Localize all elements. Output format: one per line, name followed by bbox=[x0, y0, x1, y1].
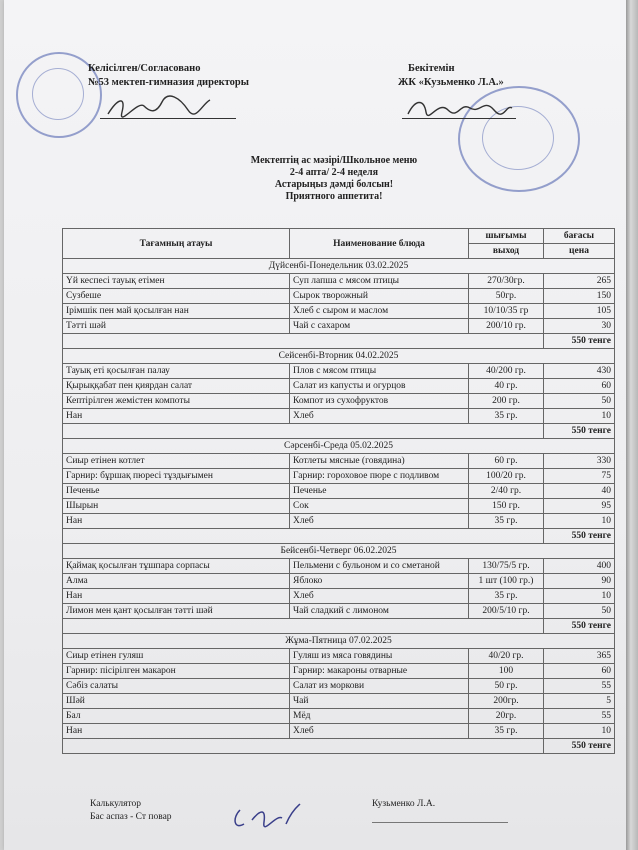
approver-signature-line bbox=[402, 118, 516, 119]
day-total: 550 тенге bbox=[544, 739, 615, 754]
day-row bbox=[63, 439, 615, 454]
col-header-price-ru: цена bbox=[544, 244, 615, 259]
chef-label: Бас аспаз - Ст повар bbox=[90, 812, 172, 822]
dish-portion: 50гр. bbox=[469, 289, 544, 304]
day-label: Сәрсенбі-Среда 05.02.2025 bbox=[63, 439, 615, 454]
total-row bbox=[63, 529, 615, 544]
dish-kz: Нан bbox=[63, 409, 290, 424]
dish-ru: Яблоко bbox=[290, 574, 469, 589]
cook-name: Кузьменко Л.А. bbox=[372, 799, 436, 809]
table-row bbox=[63, 274, 615, 289]
dish-price: 60 bbox=[544, 379, 615, 394]
dish-ru: Суп лапша с мясом птицы bbox=[290, 274, 469, 289]
dish-kz: Қырыққабат пен қиярдан салат bbox=[63, 379, 290, 394]
table-row bbox=[63, 319, 615, 334]
day-total: 550 тенге bbox=[544, 619, 615, 634]
day-total: 550 тенге bbox=[544, 529, 615, 544]
day-label: Сейсенбі-Вторник 04.02.2025 bbox=[63, 349, 615, 364]
table-row bbox=[63, 484, 615, 499]
title-line-2: 2-4 апта/ 2-4 неделя bbox=[289, 167, 379, 178]
dish-price: 10 bbox=[544, 514, 615, 529]
dish-portion: 40/200 гр. bbox=[469, 364, 544, 379]
dish-price: 90 bbox=[544, 574, 615, 589]
dish-kz: Тауық еті қосылған палау bbox=[63, 364, 290, 379]
menu-table bbox=[62, 228, 615, 754]
director-label: №53 мектеп-гимназия директоры bbox=[88, 77, 249, 88]
approval-right bbox=[398, 62, 504, 90]
dish-kz: Тәтті шәй bbox=[63, 319, 290, 334]
dish-kz: Сиыр етінен гуляш bbox=[63, 649, 290, 664]
dish-price: 10 bbox=[544, 724, 615, 739]
table-row bbox=[63, 289, 615, 304]
footer-left bbox=[90, 798, 172, 824]
table-row bbox=[63, 379, 615, 394]
dish-ru: Чай сладкий с лимоном bbox=[290, 604, 469, 619]
dish-kz: Бал bbox=[63, 709, 290, 724]
dish-ru: Пельмени с бульоном и со сметаной bbox=[290, 559, 469, 574]
dish-kz: Печенье bbox=[63, 484, 290, 499]
dish-ru: Чай bbox=[290, 694, 469, 709]
background-edge bbox=[626, 0, 638, 850]
dish-ru: Салат из моркови bbox=[290, 679, 469, 694]
footer-signature-line bbox=[372, 822, 508, 823]
total-spacer bbox=[63, 529, 544, 544]
dish-kz: Алма bbox=[63, 574, 290, 589]
dish-kz: Гарнир: пісірілген макарон bbox=[63, 664, 290, 679]
dish-price: 330 bbox=[544, 454, 615, 469]
table-row bbox=[63, 724, 615, 739]
dish-portion: 200гр. bbox=[469, 694, 544, 709]
dish-price: 430 bbox=[544, 364, 615, 379]
dish-price: 10 bbox=[544, 409, 615, 424]
day-row bbox=[63, 349, 615, 364]
table-row bbox=[63, 469, 615, 484]
dish-portion: 2/40 гр. bbox=[469, 484, 544, 499]
dish-price: 50 bbox=[544, 394, 615, 409]
day-total: 550 тенге bbox=[544, 424, 615, 439]
dish-ru: Сок bbox=[290, 499, 469, 514]
table-row bbox=[63, 709, 615, 724]
dish-kz: Гарнир: бұршақ пюресі тұздығымен bbox=[63, 469, 290, 484]
dish-price: 10 bbox=[544, 589, 615, 604]
dish-kz: Нан bbox=[63, 514, 290, 529]
day-label: Дүйсенбі-Понедельник 03.02.2025 bbox=[63, 259, 615, 274]
dish-portion: 35 гр. bbox=[469, 514, 544, 529]
day-label: Бейсенбі-Четверг 06.02.2025 bbox=[63, 544, 615, 559]
footer-right bbox=[372, 798, 435, 811]
dish-kz: Ірімшік пен май қосылған нан bbox=[63, 304, 290, 319]
table-row bbox=[63, 604, 615, 619]
day-row bbox=[63, 634, 615, 649]
dish-ru: Печенье bbox=[290, 484, 469, 499]
approved-label: Бекітемін bbox=[408, 63, 455, 74]
menu-sheet bbox=[4, 0, 626, 850]
dish-ru: Хлеб bbox=[290, 514, 469, 529]
dish-price: 265 bbox=[544, 274, 615, 289]
dish-price: 50 bbox=[544, 604, 615, 619]
dish-price: 55 bbox=[544, 679, 615, 694]
table-row bbox=[63, 364, 615, 379]
dish-ru: Хлеб bbox=[290, 724, 469, 739]
total-row bbox=[63, 619, 615, 634]
company-label: ЖК «Кузьменко Л.А.» bbox=[398, 77, 504, 88]
table-row bbox=[63, 394, 615, 409]
dish-kz: Нан bbox=[63, 589, 290, 604]
dish-kz: Лимон мен қант қосылған тәтті шәй bbox=[63, 604, 290, 619]
title-line-1: Мектептің ас мәзірі/Школьное меню bbox=[250, 155, 418, 166]
title-line-4: Приятного аппетита! bbox=[285, 191, 383, 202]
table-row bbox=[63, 454, 615, 469]
dish-portion: 200 гр. bbox=[469, 394, 544, 409]
dish-kz: Кептірілген жемістен компоты bbox=[63, 394, 290, 409]
dish-price: 95 bbox=[544, 499, 615, 514]
table-row bbox=[63, 304, 615, 319]
dish-ru: Гарнир: макароны отварные bbox=[290, 664, 469, 679]
dish-price: 30 bbox=[544, 319, 615, 334]
chef-signature bbox=[230, 800, 304, 834]
dish-ru: Гуляш из мяса говядины bbox=[290, 649, 469, 664]
dish-portion: 100/20 гр. bbox=[469, 469, 544, 484]
day-row bbox=[63, 544, 615, 559]
table-row bbox=[63, 574, 615, 589]
table-row bbox=[63, 499, 615, 514]
total-row bbox=[63, 334, 615, 349]
approver-signature bbox=[404, 94, 516, 124]
dish-kz: Сиыр етінен котлет bbox=[63, 454, 290, 469]
dish-kz: Шәй bbox=[63, 694, 290, 709]
dish-portion: 200/5/10 гр. bbox=[469, 604, 544, 619]
dish-ru: Сырок творожный bbox=[290, 289, 469, 304]
dish-ru: Компот из сухофруктов bbox=[290, 394, 469, 409]
dish-ru: Плов с мясом птицы bbox=[290, 364, 469, 379]
day-label: Жұма-Пятница 07.02.2025 bbox=[63, 634, 615, 649]
dish-price: 5 bbox=[544, 694, 615, 709]
dish-portion: 1 шт (100 гр.) bbox=[469, 574, 544, 589]
total-spacer bbox=[63, 619, 544, 634]
dish-price: 400 bbox=[544, 559, 615, 574]
dish-price: 105 bbox=[544, 304, 615, 319]
dish-kz: Шырын bbox=[63, 499, 290, 514]
dish-ru: Хлеб bbox=[290, 409, 469, 424]
col-header-out-ru: выход bbox=[469, 244, 544, 259]
dish-portion: 35 гр. bbox=[469, 724, 544, 739]
day-row bbox=[63, 259, 615, 274]
dish-portion: 20гр. bbox=[469, 709, 544, 724]
dish-portion: 40/20 гр. bbox=[469, 649, 544, 664]
dish-ru: Хлеб с сыром и маслом bbox=[290, 304, 469, 319]
dish-kz: Нан bbox=[63, 724, 290, 739]
table-row bbox=[63, 409, 615, 424]
col-header-kz: Тағамның атауы bbox=[63, 229, 290, 259]
round-stamp-left-inner bbox=[32, 68, 84, 120]
page-title bbox=[204, 155, 464, 203]
dish-portion: 40 гр. bbox=[469, 379, 544, 394]
title-line-3: Астарыңыз дәмді болсын! bbox=[274, 179, 394, 190]
table-row bbox=[63, 649, 615, 664]
col-header-price-kz: бағасы bbox=[544, 229, 615, 244]
table-row bbox=[63, 664, 615, 679]
col-header-ru: Наименование блюда bbox=[290, 229, 469, 259]
dish-portion: 270/30гр. bbox=[469, 274, 544, 289]
total-row bbox=[63, 424, 615, 439]
dish-kz: Қаймақ қосылған тұшпара сорпасы bbox=[63, 559, 290, 574]
table-row bbox=[63, 514, 615, 529]
total-row bbox=[63, 739, 615, 754]
dish-portion: 150 гр. bbox=[469, 499, 544, 514]
dish-portion: 100 bbox=[469, 664, 544, 679]
dish-price: 365 bbox=[544, 649, 615, 664]
dish-ru: Чай с сахаром bbox=[290, 319, 469, 334]
total-spacer bbox=[63, 424, 544, 439]
dish-ru: Мёд bbox=[290, 709, 469, 724]
dish-price: 40 bbox=[544, 484, 615, 499]
dish-portion: 50 гр. bbox=[469, 679, 544, 694]
approval-left bbox=[88, 62, 249, 90]
dish-price: 75 bbox=[544, 469, 615, 484]
dish-ru: Гарнир: гороховое пюре с подливом bbox=[290, 469, 469, 484]
dish-kz: Сәбіз салаты bbox=[63, 679, 290, 694]
table-row bbox=[63, 694, 615, 709]
dish-portion: 130/75/5 гр. bbox=[469, 559, 544, 574]
dish-portion: 35 гр. bbox=[469, 409, 544, 424]
day-total: 550 тенге bbox=[544, 334, 615, 349]
dish-portion: 35 гр. bbox=[469, 589, 544, 604]
dish-portion: 60 гр. bbox=[469, 454, 544, 469]
dish-price: 55 bbox=[544, 709, 615, 724]
col-header-out-kz: шығымы bbox=[469, 229, 544, 244]
total-spacer bbox=[63, 739, 544, 754]
dish-price: 150 bbox=[544, 289, 615, 304]
table-row bbox=[63, 589, 615, 604]
dish-portion: 200/10 гр. bbox=[469, 319, 544, 334]
table-row bbox=[63, 679, 615, 694]
dish-price: 60 bbox=[544, 664, 615, 679]
calculator-label: Калькулятор bbox=[90, 799, 142, 809]
dish-ru: Хлеб bbox=[290, 589, 469, 604]
dish-kz: Сузбеше bbox=[63, 289, 290, 304]
dish-portion: 10/10/35 гр bbox=[469, 304, 544, 319]
dish-ru: Котлеты мясные (говядина) bbox=[290, 454, 469, 469]
total-spacer bbox=[63, 334, 544, 349]
table-row bbox=[63, 559, 615, 574]
director-signature-line bbox=[100, 118, 236, 119]
agreed-label: Келісілген/Согласовано bbox=[88, 63, 201, 74]
dish-kz: Үй кеспесі тауық етімен bbox=[63, 274, 290, 289]
dish-ru: Салат из капусты и огурцов bbox=[290, 379, 469, 394]
